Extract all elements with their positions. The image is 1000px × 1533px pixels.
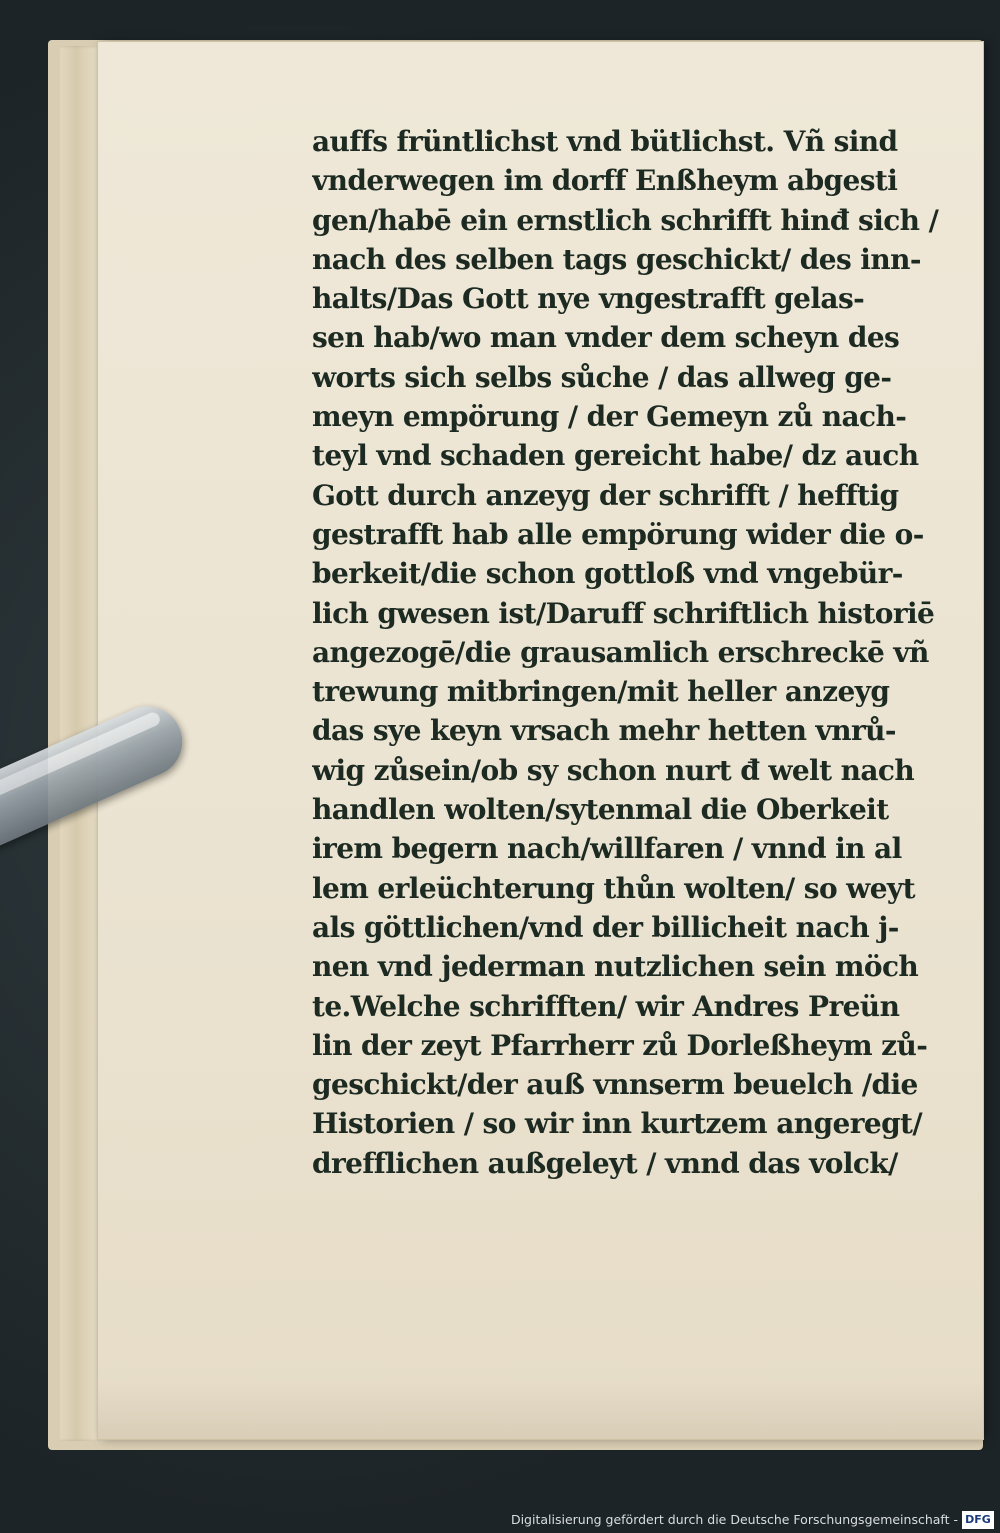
text-line: Gott durch anzeyg der schrifft / hefftig <box>312 478 899 512</box>
text-line: geschickt/der auß vnnserm beuelch /die <box>312 1068 918 1102</box>
text-line: gen/habē ein ernstlich schrifft hinđ sich / <box>312 203 939 237</box>
text-line: sen hab/wo man vnder dem scheyn des <box>312 321 900 355</box>
text-line: irem begern nach/willfaren / vnnd in al <box>312 832 902 866</box>
text-line: das sye keyn vrsach mehr hetten vnrů- <box>312 714 896 748</box>
text-line: teyl vnd schaden gereicht habe/ dz auch <box>312 439 919 473</box>
text-line: wig zůsein/ob sy schon nurt đ welt nach <box>312 753 915 787</box>
text-line: te.Welche schrifften/ wir Andres Preün <box>312 989 900 1023</box>
text-line: drefflichen außgeleyt / vnnd das volck/ <box>312 1146 898 1180</box>
text-line: handlen wolten/sytenmal die Oberkeit <box>312 793 889 827</box>
dfg-logo: DFG <box>962 1511 994 1529</box>
text-line: nach des selben tags geschickt/ des inn- <box>312 242 921 276</box>
page-text-block <box>312 122 952 1183</box>
text-line: angezogē/die grausamlich erschreckē vñ <box>312 635 929 669</box>
text-line: lich gwesen ist/Daruff schriftlich historiē <box>312 596 935 630</box>
text-line: Historien / so wir inn kurtzem angeregt/ <box>312 1107 923 1141</box>
text-line: lin der zeyt Pfarrherr zů Dorleßheym zů- <box>312 1028 928 1062</box>
text-line: meyn empörung / der Gemeyn zů nach- <box>312 400 907 434</box>
text-line: lem erleüchterung thůn wolten/ so weyt <box>312 871 915 905</box>
text-line: gestrafft hab alle empörung wider die o- <box>312 517 924 551</box>
funding-caption: Digitalisierung gefördert durch die Deutsche Forschungsgemeinschaft - <box>510 1512 958 1527</box>
text-line: nen vnd jederman nutzlichen sein möch <box>312 950 919 984</box>
text-line: berkeit/die schon gottloß vnd vngebür- <box>312 557 903 591</box>
text-line: trewung mitbringen/mit heller anzeyg <box>312 675 890 709</box>
text-line: worts sich selbs sůche / das allweg ge- <box>312 360 892 394</box>
text-line: vnderwegen im dorff Enßheym abgesti <box>312 164 898 198</box>
text-line: halts/Das Gott nye vngestrafft gelas- <box>312 282 865 316</box>
text-line: auffs früntlichst vnd bütlichst. Vñ sind <box>312 125 898 158</box>
text-line: als göttlichen/vnd der billicheit nach j- <box>312 910 899 944</box>
